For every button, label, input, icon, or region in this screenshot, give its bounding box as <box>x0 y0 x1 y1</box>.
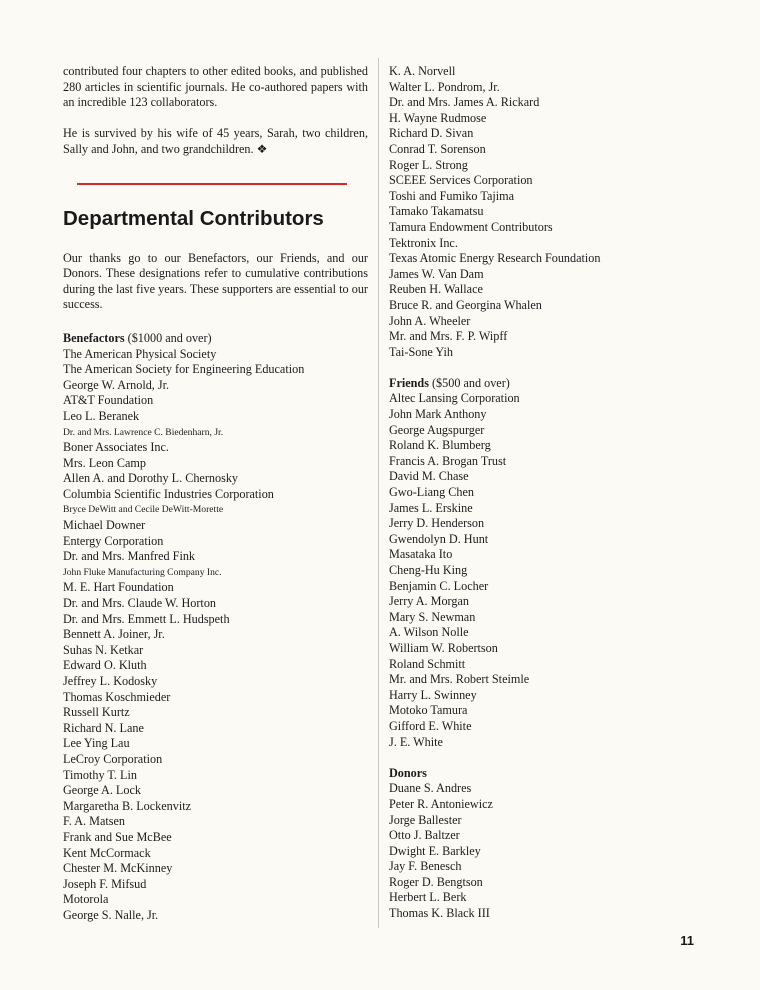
list-item: Michael Downer <box>63 518 146 533</box>
list-item: Allen A. and Dorothy L. Chernosky <box>63 471 239 486</box>
benefactors-list-right <box>389 64 729 360</box>
list-item: Dr. and Mrs. Emmett L. Hudspeth <box>63 611 230 626</box>
list-item: Roland Schmitt <box>389 656 466 671</box>
list-item: Dr. and Mrs. Claude W. Horton <box>63 596 217 611</box>
list-item: Gwendolyn D. Hunt <box>389 531 489 546</box>
friends-range: ($500 and over) <box>432 375 510 390</box>
list-item: John Fluke Manufacturing Company Inc. <box>63 566 222 578</box>
list-item: Peter R. Antoniewicz <box>389 796 493 811</box>
donors-heading <box>389 766 729 782</box>
list-item: Mr. and Mrs. Robert Steimle <box>389 672 530 687</box>
list-item: Masataka Ito <box>389 547 453 562</box>
list-item: Duane S. Andres <box>389 781 472 796</box>
list-item: Mr. and Mrs. F. P. Wipff <box>389 329 508 344</box>
list-item: Richard N. Lane <box>63 720 144 735</box>
right-column <box>389 64 729 922</box>
list-item: Jerry D. Henderson <box>389 516 485 531</box>
list-item: Dr. and Mrs. Manfred Fink <box>63 549 196 564</box>
list-item: Motoko Tamura <box>389 703 468 718</box>
list-item: Joseph F. Mifsud <box>63 876 147 891</box>
list-item: Bennett A. Joiner, Jr. <box>63 627 165 642</box>
list-item: Tamako Takamatsu <box>389 204 484 219</box>
list-item: Roger L. Strong <box>389 157 468 172</box>
list-item: Russell Kurtz <box>63 705 130 720</box>
list-item: SCEEE Services Corporation <box>389 173 533 188</box>
benefactors-heading <box>63 331 368 347</box>
list-item: George W. Arnold, Jr. <box>63 377 170 392</box>
list-item: Gwo-Liang Chen <box>389 485 474 500</box>
list-item: Herbert L. Berk <box>389 890 467 905</box>
list-item: Bryce DeWitt and Cecile DeWitt-Morette <box>63 504 224 516</box>
obituary-paragraph-2: He is survived by his wife of 45 years, Sarah, two children, Sally and John, and two grandchildren. ❖ <box>63 126 368 156</box>
list-item: Mary S. Newman <box>389 609 476 624</box>
list-item: F. A. Matsen <box>63 814 125 829</box>
list-item: Dr. and Mrs. Lawrence C. Biedenharn, Jr. <box>63 426 224 438</box>
list-item: K. A. Norvell <box>389 64 456 78</box>
list-item: David M. Chase <box>389 469 469 484</box>
list-item: Boner Associates Inc. <box>63 440 169 455</box>
list-item: Mrs. Leon Camp <box>63 455 146 470</box>
list-item: Timothy T. Lin <box>63 767 137 782</box>
list-item: Tamura Endowment Contributors <box>389 219 553 234</box>
list-item: James W. Van Dam <box>389 266 484 281</box>
list-item: James L. Erskine <box>389 500 473 515</box>
list-item: Benjamin C. Locher <box>389 578 489 593</box>
list-item: Tektronix Inc. <box>389 235 458 250</box>
list-item: Bruce R. and Georgina Whalen <box>389 297 542 312</box>
list-item: Walter L. Pondrom, Jr. <box>389 79 500 94</box>
list-item: J. E. White <box>389 734 443 749</box>
list-item: Altec Lansing Corporation <box>389 391 520 406</box>
friends-heading <box>389 376 729 392</box>
section-divider-rule <box>77 183 347 185</box>
list-item: George S. Nalle, Jr. <box>63 907 159 922</box>
section-intro: Our thanks go to our Benefactors, our Friends, and our Donors. These designations refer to cumulative contributions during the last five years. These supporters are essential to our success. <box>63 250 368 312</box>
list-item: Jay F. Benesch <box>389 859 462 874</box>
benefactors-range: ($1000 and over) <box>127 330 212 345</box>
list-item: Roland K. Blumberg <box>389 438 491 453</box>
list-item: Dwight E. Barkley <box>389 843 481 858</box>
donors-list <box>389 781 729 921</box>
list-item: Kent McCormack <box>63 845 151 860</box>
list-item: Francis A. Brogan Trust <box>389 453 507 468</box>
list-item: George A. Lock <box>63 783 141 798</box>
list-item: The American Physical Society <box>63 346 217 361</box>
list-item: Toshi and Fumiko Tajima <box>389 188 515 203</box>
list-item: Lee Ying Lau <box>63 736 130 751</box>
list-item: AT&T Foundation <box>63 393 154 408</box>
list-item: Otto J. Baltzer <box>389 828 460 843</box>
friends-label: Friends <box>389 375 429 390</box>
list-item: Jeffrey L. Kodosky <box>63 674 158 688</box>
list-item: Entergy Corporation <box>63 533 164 548</box>
column-divider <box>378 58 379 928</box>
list-item: Thomas Koschmieder <box>63 689 171 704</box>
obituary-paragraph-1: contributed four chapters to other edited books, and published 280 articles in scientific journals. He co-authored papers with an incredible 123 collaborators. <box>63 64 368 110</box>
list-item: Harry L. Swinney <box>389 687 477 702</box>
list-item: Chester M. McKinney <box>63 861 173 876</box>
list-item: The American Society for Engineering Education <box>63 362 305 377</box>
list-item: John A. Wheeler <box>389 313 471 328</box>
list-item: Motorola <box>63 892 109 907</box>
list-item: Suhas N. Ketkar <box>63 642 144 657</box>
list-item: Conrad T. Sorenson <box>389 141 486 156</box>
list-item: Richard D. Sivan <box>389 126 474 141</box>
list-item: Edward O. Kluth <box>63 658 147 673</box>
list-item: William W. Robertson <box>389 640 498 655</box>
list-item: Tai-Sone Yih <box>389 344 454 359</box>
list-item: H. Wayne Rudmose <box>389 110 487 125</box>
list-item: M. E. Hart Foundation <box>63 580 174 595</box>
list-item: Texas Atomic Energy Research Foundation <box>389 251 601 266</box>
page-number: 11 <box>680 933 694 948</box>
list-item: Columbia Scientific Industries Corporation <box>63 486 274 501</box>
list-item: John Mark Anthony <box>389 407 487 422</box>
list-item: Thomas K. Black III <box>389 906 490 921</box>
list-item: Roger D. Bengtson <box>389 874 483 889</box>
list-item: Cheng-Hu King <box>389 563 468 577</box>
list-item: Jerry A. Morgan <box>389 594 469 609</box>
list-item: George Augspurger <box>389 422 485 437</box>
left-column <box>63 64 368 924</box>
list-item: Frank and Sue McBee <box>63 829 172 844</box>
list-item: Reuben H. Wallace <box>389 282 483 297</box>
list-item: Dr. and Mrs. James A. Rickard <box>389 95 540 110</box>
list-item: Gifford E. White <box>389 718 472 733</box>
donors-label: Donors <box>389 765 427 780</box>
list-item: A. Wilson Nolle <box>389 625 469 640</box>
list-item: Margaretha B. Lockenvitz <box>63 798 192 813</box>
benefactors-list-left <box>63 347 368 924</box>
list-item: Jorge Ballester <box>389 812 462 827</box>
benefactors-label: Benefactors <box>63 330 125 345</box>
list-item: Leo L. Beranek <box>63 408 140 423</box>
section-title: Departmental Contributors <box>63 206 324 230</box>
friends-list <box>389 391 729 750</box>
list-item: LeCroy Corporation <box>63 751 163 766</box>
